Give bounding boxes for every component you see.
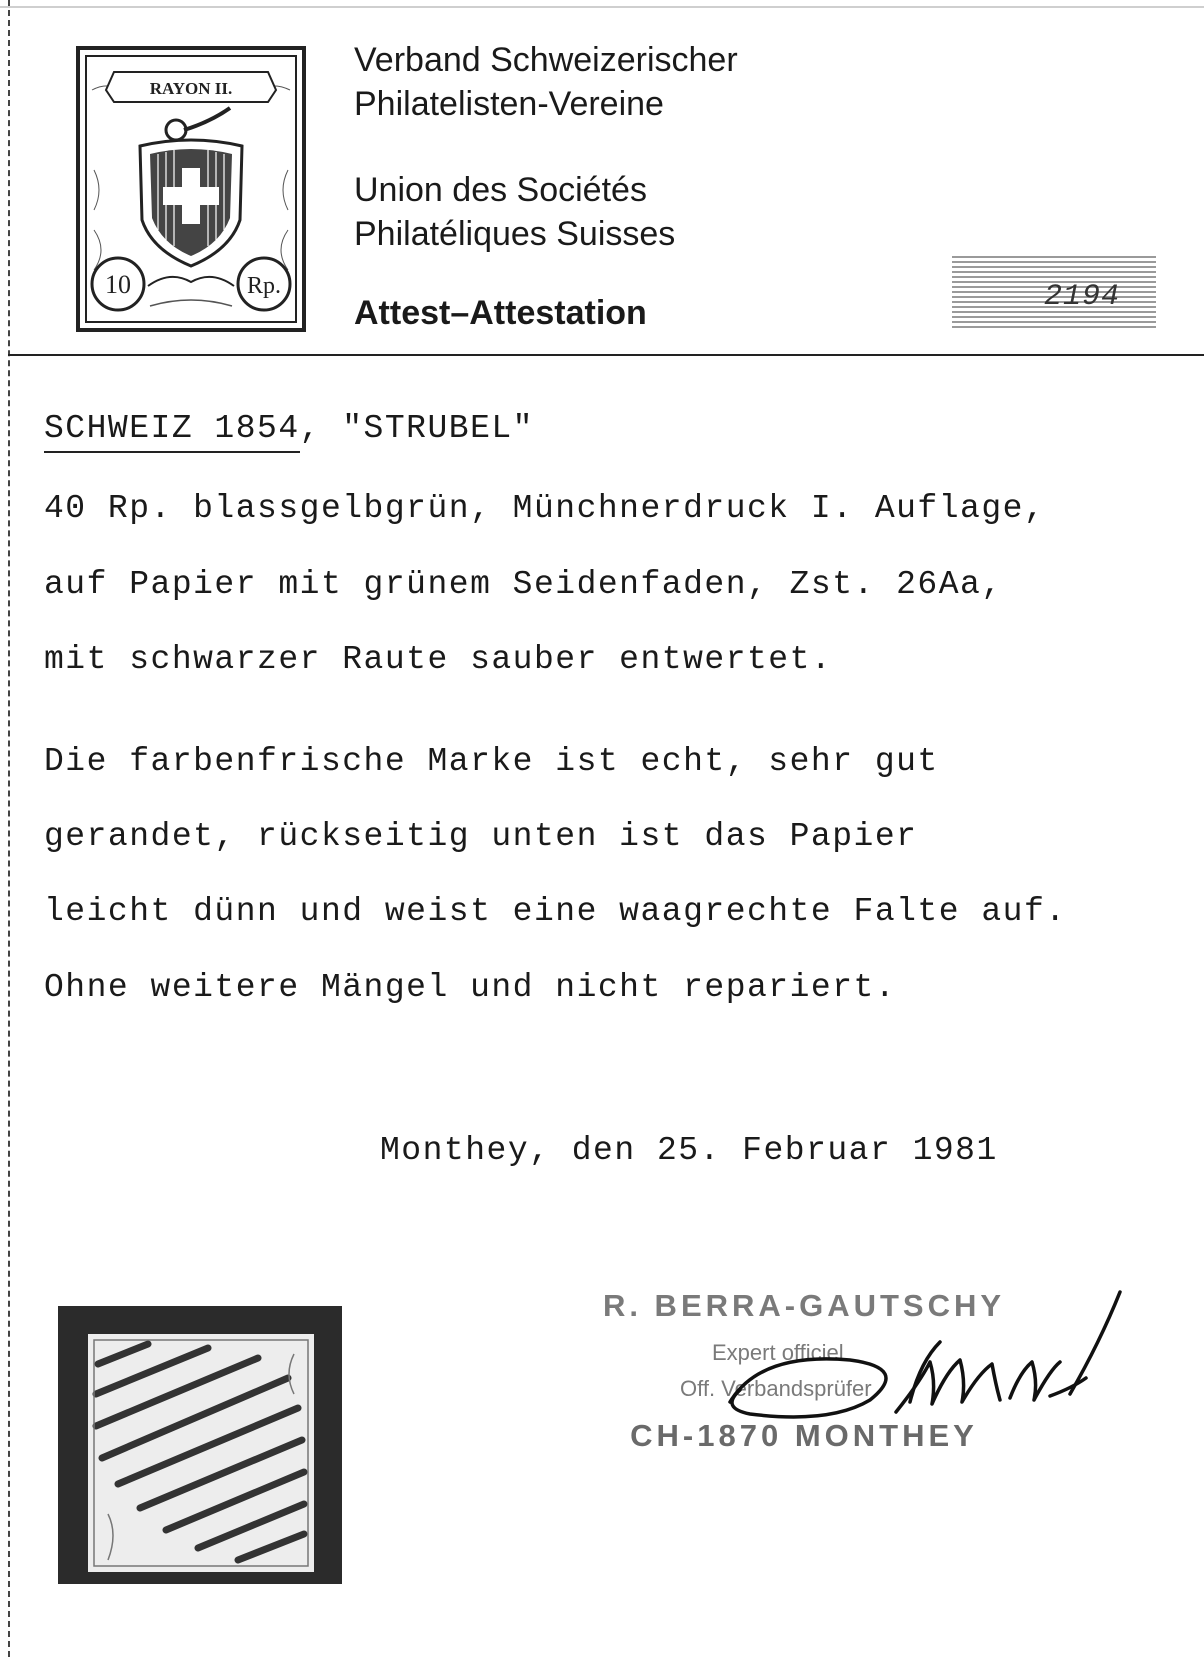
subject-underlined: SCHWEIZ 1854: [44, 410, 300, 453]
handwritten-signature: [720, 1282, 1160, 1462]
stamp-photo: [58, 1306, 342, 1584]
org-fr-line-1: Union des Sociétés: [354, 171, 647, 209]
swiss-shield-icon: [80, 50, 302, 328]
subject-line: [44, 410, 534, 447]
cancelled-stamp-icon: [88, 1334, 314, 1572]
org-name-french: [354, 168, 675, 256]
place-and-date: Monthey, den 25. Februar 1981: [380, 1132, 998, 1169]
emblem-right-value: Rp.: [246, 273, 282, 299]
org-de-line-2: Philatelisten-Vereine: [354, 85, 664, 123]
certificate-number-box: [952, 254, 1156, 328]
body-line-5: gerandet, rückseitig unten ist das Papier: [44, 818, 918, 855]
emblem-banner-text: RAYON II.: [149, 79, 233, 98]
body-line-7: Ohne weitere Mängel und nicht repariert.: [44, 969, 897, 1006]
body-line-3: mit schwarzer Raute sauber entwertet.: [44, 641, 833, 678]
document-title: Attest–Attestation: [354, 294, 647, 332]
body-line-6: leicht dünn und weist eine waagrechte Falte auf.: [44, 893, 1067, 930]
expert-name: R. BERRA-GAUTSCHY: [602, 1288, 1006, 1323]
expert-location: CH-1870 MONTHEY: [630, 1418, 978, 1453]
body-line-2: auf Papier mit grünem Seidenfaden, Zst. 26Aa,: [44, 566, 1003, 603]
subject-rest: , "STRUBEL": [299, 410, 534, 447]
expert-title-german: Off. Verbandsprüfer: [680, 1376, 872, 1401]
org-fr-line-2: Philatéliques Suisses: [354, 215, 676, 253]
org-name-german: [354, 38, 738, 126]
body-line-1: 40 Rp. blassgelbgrün, Münchnerdruck I. Auflage,: [44, 490, 1046, 527]
certificate-number: 2194: [1043, 280, 1120, 314]
top-edge: [0, 6, 1204, 8]
left-margin-line: [8, 0, 10, 1657]
stamp-image: [88, 1334, 314, 1572]
body-line-4: Die farbenfrische Marke ist echt, sehr gut: [44, 743, 939, 780]
rayon-stamp-emblem: [76, 46, 306, 332]
emblem-left-value: 10: [105, 270, 131, 299]
header-divider: [8, 354, 1204, 356]
org-de-line-1: Verband Schweizerischer: [354, 41, 738, 79]
expert-title-french: Expert officiel: [712, 1340, 844, 1365]
